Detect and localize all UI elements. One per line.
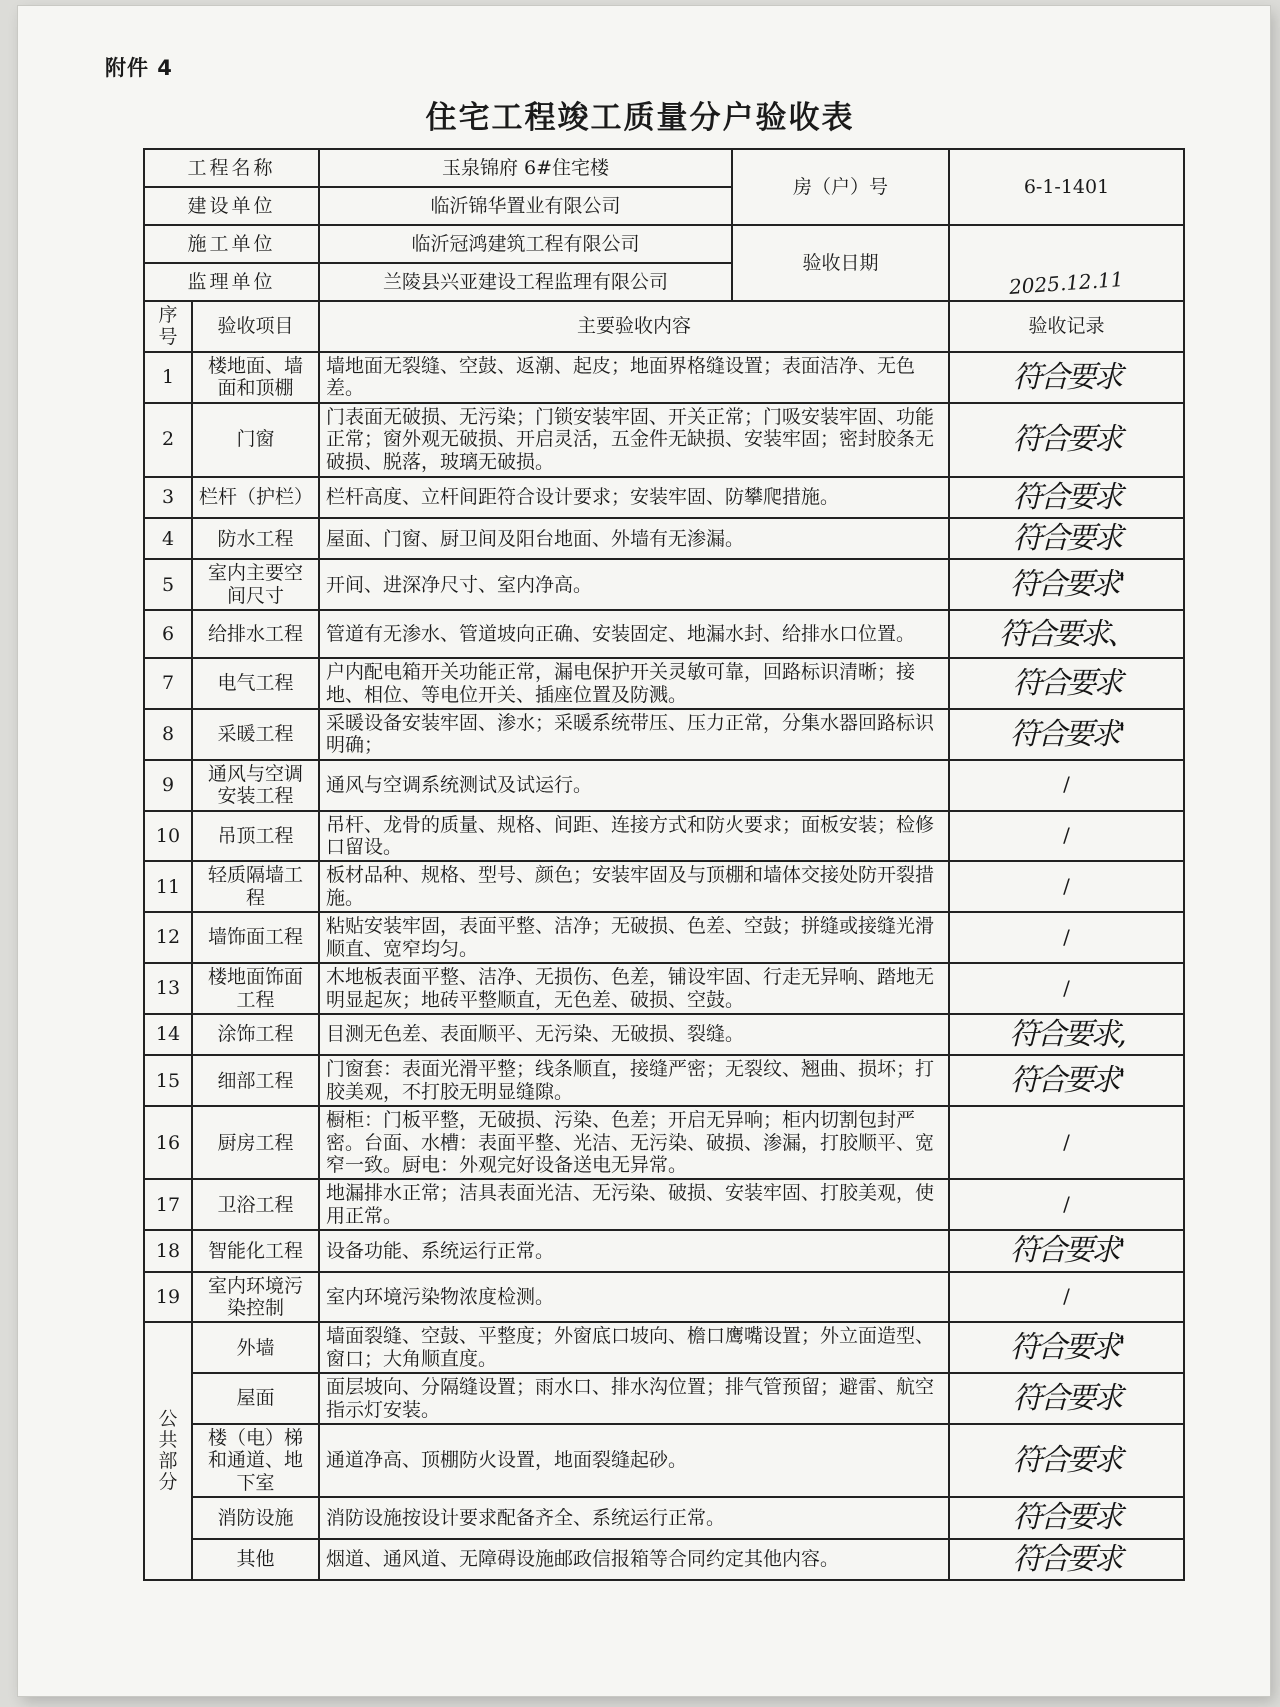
table-row (144, 1014, 1184, 1055)
row-number: 9 (144, 760, 192, 811)
row-content: 开间、进深净尺寸、室内净高。 (319, 559, 949, 610)
public-content: 面层坡向、分隔缝设置；雨水口、排水沟位置；排气管预留；避雷、航空指示灯安装。 (319, 1373, 949, 1424)
record-cell: 符合要求' (949, 559, 1184, 610)
row-content: 吊杆、龙骨的质量、规格、间距、连接方式和防火要求；面板安装；检修口留设。 (319, 811, 949, 862)
row-content: 地漏排水正常；洁具表面光洁、无污染、破损、安装牢固、打胶美观，使用正常。 (319, 1179, 949, 1230)
row-item: 防水工程 (192, 518, 319, 559)
contractor-value: 临沂冠鸿建筑工程有限公司 (319, 225, 732, 263)
row-number: 18 (144, 1230, 192, 1271)
row-number: 5 (144, 559, 192, 610)
table-row (144, 709, 1184, 760)
row-number: 4 (144, 518, 192, 559)
table-row (144, 658, 1184, 709)
table-row (144, 1230, 1184, 1271)
row-item: 涂饰工程 (192, 1014, 319, 1055)
row-item: 墙饰面工程 (192, 912, 319, 963)
public-row (144, 1373, 1184, 1424)
record-cell: 符合要求' (949, 709, 1184, 760)
table-row (144, 963, 1184, 1014)
project-name-label: 工程名称 (144, 149, 319, 187)
public-row (144, 1322, 1184, 1373)
table-row (144, 1055, 1184, 1106)
row-content: 屋面、门窗、厨卫间及阳台地面、外墙有无渗漏。 (319, 518, 949, 559)
row-item: 轻质隔墙工程 (192, 861, 319, 912)
row-content: 墙地面无裂缝、空鼓、返潮、起皮；地面界格缝设置；表面洁净、无色差。 (319, 352, 949, 403)
table-row (144, 1179, 1184, 1230)
row-item: 栏杆（护栏） (192, 477, 319, 518)
page-title: 住宅工程竣工质量分户验收表 (425, 100, 855, 136)
row-number: 15 (144, 1055, 192, 1106)
record-cell: 符合要求 (949, 1424, 1184, 1497)
row-item: 电气工程 (192, 658, 319, 709)
record-cell: 符合要求' (949, 1055, 1184, 1106)
row-item: 吊顶工程 (192, 811, 319, 862)
supervisor-label: 监理单位 (144, 263, 319, 301)
row-item: 楼地面饰面工程 (192, 963, 319, 1014)
header-content: 主要验收内容 (319, 301, 949, 352)
row-number: 14 (144, 1014, 192, 1055)
table-row (144, 760, 1184, 811)
date-cell (949, 225, 1184, 301)
row-content: 目测无色差、表面顺平、无污染、无破损、裂缝。 (319, 1014, 949, 1055)
row-item: 卫浴工程 (192, 1179, 319, 1230)
row-item: 室内环境污染控制 (192, 1272, 319, 1323)
record-cell: 符合要求 (949, 403, 1184, 477)
row-item: 细部工程 (192, 1055, 319, 1106)
row-number: 2 (144, 403, 192, 477)
header-item: 验收项目 (192, 301, 319, 352)
public-content: 消防设施按设计要求配备齐全、系统运行正常。 (319, 1497, 949, 1538)
row-item: 通风与空调安装工程 (192, 760, 319, 811)
builder-label: 建设单位 (144, 187, 319, 225)
row-number: 6 (144, 610, 192, 658)
public-row (144, 1497, 1184, 1538)
record-cell: / (949, 1272, 1184, 1323)
public-item: 消防设施 (192, 1497, 319, 1538)
record-cell: 符合要求 (949, 477, 1184, 518)
row-item: 门窗 (192, 403, 319, 477)
table-row (144, 477, 1184, 518)
public-item: 外墙 (192, 1322, 319, 1373)
row-item: 给排水工程 (192, 610, 319, 658)
row-number: 10 (144, 811, 192, 862)
public-item: 楼（电）梯和通道、地下室 (192, 1424, 319, 1497)
table-row (144, 861, 1184, 912)
row-content: 管道有无渗水、管道坡向正确、安装固定、地漏水封、给排水口位置。 (319, 610, 949, 658)
record-cell: 符合要求、 (949, 610, 1184, 658)
date-label: 验收日期 (732, 225, 949, 301)
contractor-label: 施工单位 (144, 225, 319, 263)
builder-value: 临沂锦华置业有限公司 (319, 187, 732, 225)
table-row (144, 912, 1184, 963)
record-cell: 符合要求' (949, 1322, 1184, 1373)
record-cell: 符合要求 (949, 352, 1184, 403)
public-row (144, 1539, 1184, 1580)
public-content: 通道净高、顶棚防火设置，地面裂缝起砂。 (319, 1424, 949, 1497)
record-cell: 符合要求, (949, 1014, 1184, 1055)
record-cell: / (949, 963, 1184, 1014)
row-content: 室内环境污染物浓度检测。 (319, 1272, 949, 1323)
public-content: 墙面裂缝、空鼓、平整度；外窗底口坡向、檐口鹰嘴设置；外立面造型、窗口；大角顺直度。 (319, 1322, 949, 1373)
table-row (144, 559, 1184, 610)
row-content: 粘贴安装牢固，表面平整、洁净；无破损、色差、空鼓；拼缝或接缝光滑顺直、宽窄均匀。 (319, 912, 949, 963)
record-cell: 符合要求 (949, 658, 1184, 709)
row-content: 设备功能、系统运行正常。 (319, 1230, 949, 1271)
public-content: 烟道、通风道、无障碍设施邮政信报箱等合同约定其他内容。 (319, 1539, 949, 1580)
row-content: 采暖设备安装牢固、渗水；采暖系统带压、压力正常，分集水器回路标识明确； (319, 709, 949, 760)
table-row (144, 518, 1184, 559)
row-item: 室内主要空间尺寸 (192, 559, 319, 610)
row-number: 19 (144, 1272, 192, 1323)
table-row (144, 610, 1184, 658)
acceptance-form-table (143, 148, 1185, 1581)
table-row (144, 352, 1184, 403)
row-item: 采暖工程 (192, 709, 319, 760)
public-item: 其他 (192, 1539, 319, 1580)
room-label: 房（户）号 (732, 149, 949, 225)
header-record: 验收记录 (949, 301, 1184, 352)
table-row (144, 811, 1184, 862)
record-cell: / (949, 1106, 1184, 1179)
record-cell: / (949, 1179, 1184, 1230)
row-content: 橱柜：门板平整，无破损、污染、色差；开启无异响；柜内切割包封严密。台面、水槽：表面平整、光洁、无污染、破损、渗漏，打胶顺平、宽窄一致。厨电：外观完好设备送电无异常。 (319, 1106, 949, 1179)
record-cell: 符合要求 (949, 518, 1184, 559)
record-cell: / (949, 861, 1184, 912)
row-number: 1 (144, 352, 192, 403)
row-content: 板材品种、规格、型号、颜色；安装牢固及与顶棚和墙体交接处防开裂措施。 (319, 861, 949, 912)
row-content: 户内配电箱开关功能正常，漏电保护开关灵敏可靠，回路标识清晰；接地、相位、等电位开关、插座位置及防溅。 (319, 658, 949, 709)
date-handwritten: 2025.12.11 (1007, 267, 1124, 300)
public-section-label: 公共部分 (144, 1322, 192, 1580)
row-number: 16 (144, 1106, 192, 1179)
row-number: 12 (144, 912, 192, 963)
row-number: 8 (144, 709, 192, 760)
row-item: 楼地面、墙面和顶棚 (192, 352, 319, 403)
row-number: 13 (144, 963, 192, 1014)
record-cell: 符合要求' (949, 1230, 1184, 1271)
header-no: 序号 (144, 301, 192, 352)
row-content: 木地板表面平整、洁净、无损伤、色差，铺设牢固、行走无异响、踏地无明显起灰；地砖平整顺直，无色差、破损、空鼓。 (319, 963, 949, 1014)
record-cell: 符合要求 (949, 1497, 1184, 1538)
room-value: 6-1-1401 (949, 149, 1184, 225)
row-item: 厨房工程 (192, 1106, 319, 1179)
record-cell: 符合要求 (949, 1373, 1184, 1424)
public-row (144, 1424, 1184, 1497)
supervisor-value: 兰陵县兴亚建设工程监理有限公司 (319, 263, 732, 301)
table-row (144, 1106, 1184, 1179)
public-item: 屋面 (192, 1373, 319, 1424)
record-cell: 符合要求 (949, 1539, 1184, 1580)
project-name-value: 玉泉锦府 6#住宅楼 (319, 149, 732, 187)
table-row (144, 403, 1184, 477)
record-cell: / (949, 912, 1184, 963)
record-cell: / (949, 811, 1184, 862)
row-content: 门窗套：表面光滑平整；线条顺直，接缝严密；无裂纹、翘曲、损坏；打胶美观，不打胶无明显缝隙。 (319, 1055, 949, 1106)
row-item: 智能化工程 (192, 1230, 319, 1271)
row-content: 通风与空调系统测试及试运行。 (319, 760, 949, 811)
row-number: 17 (144, 1179, 192, 1230)
row-content: 门表面无破损、无污染；门锁安装牢固、开关正常；门吸安装牢固、功能正常；窗外观无破损、开启灵活，五金件无缺损、安装牢固；密封胶条无破损、脱落，玻璃无破损。 (319, 403, 949, 477)
row-number: 7 (144, 658, 192, 709)
row-number: 3 (144, 477, 192, 518)
attachment-label: 附件 4 (105, 56, 173, 80)
row-content: 栏杆高度、立杆间距符合设计要求；安装牢固、防攀爬措施。 (319, 477, 949, 518)
record-cell: / (949, 760, 1184, 811)
row-number: 11 (144, 861, 192, 912)
table-row (144, 1272, 1184, 1323)
